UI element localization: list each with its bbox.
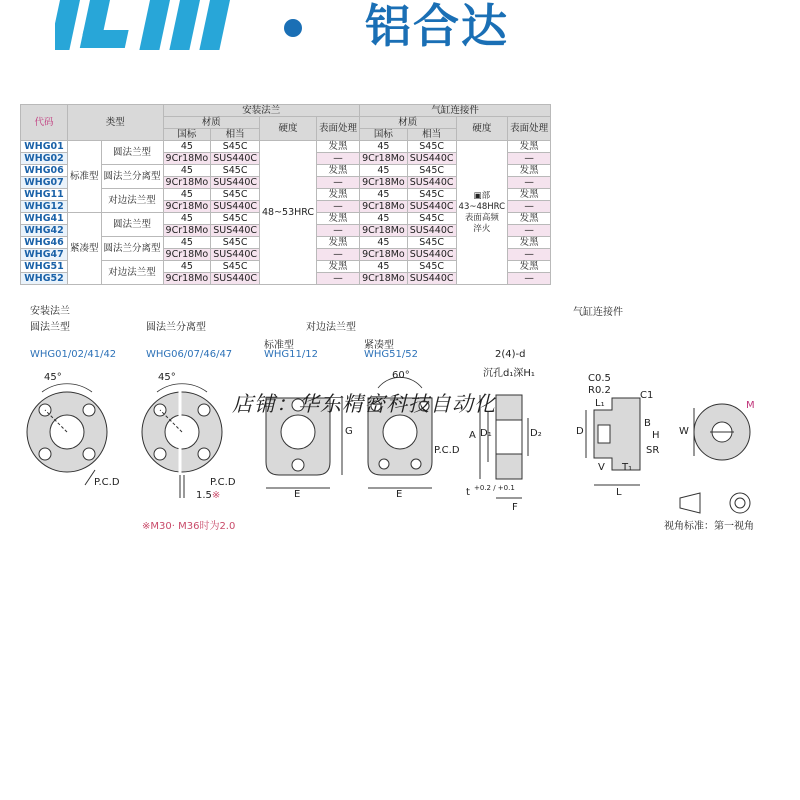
surface-cell: 发黑 xyxy=(317,261,360,273)
header-hardness: 硬度 xyxy=(260,117,317,141)
dim-v: V xyxy=(598,462,605,473)
cyl-material-gb-cell: 45 xyxy=(360,141,408,153)
note-m30: ※M30· M36时为2.0 xyxy=(142,521,236,532)
code-cell: WHG01 xyxy=(21,141,68,153)
brand-name: 铝合达 xyxy=(365,0,509,53)
surface-cell: — xyxy=(317,273,360,285)
cyl-material-gb-cell: 45 xyxy=(360,237,408,249)
code-cell: WHG11 xyxy=(21,189,68,201)
pcd-split: P.C.D xyxy=(210,477,236,488)
cyl-surface-cell: — xyxy=(508,249,551,261)
dim-1-5: 1.5※ xyxy=(196,490,221,501)
cyl-material-gb-cell: 9Cr18Mo xyxy=(360,177,408,189)
type-standard-cell: 标准型 xyxy=(68,141,102,213)
codes-split: WHG06/07/46/47 xyxy=(146,349,233,360)
side-title: 对边法兰型 xyxy=(306,322,356,333)
chamfer-c05: C0.5 xyxy=(588,373,611,384)
code-cell: WHG02 xyxy=(21,153,68,165)
header-equivalent: 相当 xyxy=(407,129,456,141)
cyl-material-eq-cell: S45C xyxy=(407,189,456,201)
dim-b: B xyxy=(644,418,651,429)
cyl-material-gb-cell: 9Cr18Mo xyxy=(360,273,408,285)
pcd-side: P.C.D xyxy=(434,445,460,456)
header-hardness: 硬度 xyxy=(456,117,508,141)
angle-45-split: 45° xyxy=(158,372,176,383)
codes-round: WHG01/02/41/42 xyxy=(30,349,117,360)
watermark: 店铺：华东精密科技自动化 xyxy=(232,392,496,416)
material-gb-cell: 45 xyxy=(163,141,211,153)
material-gb-cell: 45 xyxy=(163,261,211,273)
material-eq-cell: SUS440C xyxy=(211,225,260,237)
material-eq-cell: S45C xyxy=(211,213,260,225)
cyl-material-eq-cell: S45C xyxy=(407,213,456,225)
cyl-material-eq-cell: SUS440C xyxy=(407,153,456,165)
cyl-material-gb-cell: 9Cr18Mo xyxy=(360,153,408,165)
cyl-hardness-line: 43~48HRC xyxy=(458,201,506,212)
cyl-surface-cell: 发黑 xyxy=(508,213,551,225)
cyl-material-gb-cell: 45 xyxy=(360,261,408,273)
cylinder-connector-end-drawing xyxy=(694,404,750,460)
header-material: 材质 xyxy=(163,117,259,129)
cyl-hardness-line: ▣部 xyxy=(473,190,491,201)
material-eq-cell: S45C xyxy=(211,189,260,201)
surface-cell: — xyxy=(317,153,360,165)
cyl-surface-cell: — xyxy=(508,273,551,285)
cyl-material-gb-cell: 9Cr18Mo xyxy=(360,249,408,261)
material-gb-cell: 9Cr18Mo xyxy=(163,177,211,189)
material-eq-cell: S45C xyxy=(211,165,260,177)
cyl-material-gb-cell: 9Cr18Mo xyxy=(360,201,408,213)
header-code: 代码 xyxy=(21,105,68,141)
dim-d2: D₂ xyxy=(530,428,542,439)
material-eq-cell: S45C xyxy=(211,141,260,153)
cyl-surface-cell: — xyxy=(508,201,551,213)
material-gb-cell: 9Cr18Mo xyxy=(163,273,211,285)
header-surface: 表面处理 xyxy=(508,117,551,141)
split-title: 圆法兰分离型 xyxy=(146,322,206,333)
std-title: 标准型 xyxy=(264,340,294,351)
material-gb-cell: 9Cr18Mo xyxy=(163,249,211,261)
code-cell: WHG07 xyxy=(21,177,68,189)
material-gb-cell: 45 xyxy=(163,189,211,201)
cyl-material-gb-cell: 45 xyxy=(360,189,408,201)
type-compact-cell: 紧凑型 xyxy=(68,213,102,285)
dim-d: D xyxy=(576,426,584,437)
mount-title: 安装法兰 xyxy=(30,306,70,317)
cyl-surface-cell: 发黑 xyxy=(508,189,551,201)
header-surface: 表面处理 xyxy=(317,117,360,141)
cyl-material-gb-cell: 45 xyxy=(360,213,408,225)
header-gb: 国标 xyxy=(360,129,408,141)
surface-cell: — xyxy=(317,177,360,189)
dim-h: H xyxy=(652,430,660,441)
header-mount: 安装法兰 xyxy=(163,105,360,117)
cyl-material-gb-cell: 9Cr18Mo xyxy=(360,225,408,237)
material-gb-cell: 9Cr18Mo xyxy=(163,225,211,237)
header-material: 材质 xyxy=(360,117,456,129)
surface-cell: 发黑 xyxy=(317,237,360,249)
subtype-cell: 圆法兰型 xyxy=(101,141,163,165)
surface-cell: — xyxy=(317,249,360,261)
material-gb-cell: 9Cr18Mo xyxy=(163,201,211,213)
surface-cell: — xyxy=(317,201,360,213)
cyl-material-eq-cell: SUS440C xyxy=(407,273,456,285)
dim-w: W xyxy=(679,426,689,437)
pcd-round: P.C.D xyxy=(94,477,120,488)
surface-cell: — xyxy=(317,225,360,237)
view-standard: 视角标准：第一视角 xyxy=(664,521,754,532)
cyl-material-eq-cell: S45C xyxy=(407,141,456,153)
angle-60: 60° xyxy=(392,370,410,381)
material-eq-cell: S45C xyxy=(211,261,260,273)
codes-compact: WHG51/52 xyxy=(364,349,418,360)
cyl-surface-cell: 发黑 xyxy=(508,141,551,153)
codes-std: WHG11/12 xyxy=(264,349,318,360)
mount-hardness-cell: 48~53HRC xyxy=(260,141,317,285)
cyl-material-eq-cell: S45C xyxy=(407,237,456,249)
cyl-surface-cell: — xyxy=(508,153,551,165)
code-cell: WHG46 xyxy=(21,237,68,249)
header-equivalent: 相当 xyxy=(211,129,260,141)
cyl-material-eq-cell: SUS440C xyxy=(407,177,456,189)
material-eq-cell: S45C xyxy=(211,237,260,249)
material-gb-cell: 45 xyxy=(163,213,211,225)
compact-title: 紧凑型 xyxy=(364,340,394,351)
radius-r02: R0.2 xyxy=(588,385,611,396)
dim-g: G xyxy=(345,426,353,437)
dim-l1: L₁ xyxy=(595,398,605,409)
dim-e-std: E xyxy=(294,489,301,500)
material-gb-cell: 45 xyxy=(163,165,211,177)
hole-spec: 2(4)-d xyxy=(495,349,526,360)
cyl-surface-cell: 发黑 xyxy=(508,165,551,177)
cyl-material-gb-cell: 45 xyxy=(360,165,408,177)
code-cell: WHG06 xyxy=(21,165,68,177)
cyl-hardness-line: 表面高频 xyxy=(464,212,499,223)
material-gb-cell: 45 xyxy=(163,237,211,249)
angle-45-round: 45° xyxy=(44,372,62,383)
surface-cell: 发黑 xyxy=(317,189,360,201)
surface-cell: 发黑 xyxy=(317,213,360,225)
surface-cell: 发黑 xyxy=(317,141,360,153)
surface-cell: 发黑 xyxy=(317,165,360,177)
tolerance: +0.2 / +0.1 xyxy=(474,484,515,492)
dim-f: F xyxy=(512,502,518,513)
cyl-material-eq-cell: S45C xyxy=(407,261,456,273)
header-cylinder: 气缸连接件 xyxy=(360,105,551,117)
projection-symbol xyxy=(680,493,750,513)
dim-m: M xyxy=(746,400,755,411)
dim-d1: D₁ xyxy=(480,428,492,439)
material-eq-cell: SUS440C xyxy=(211,201,260,213)
cyl-material-eq-cell: SUS440C xyxy=(407,225,456,237)
dim-t1: T₁ xyxy=(622,462,633,473)
cyl-surface-cell: — xyxy=(508,177,551,189)
cyl-surface-cell: — xyxy=(508,225,551,237)
code-cell: WHG47 xyxy=(21,249,68,261)
dim-l: L xyxy=(616,487,622,498)
subtype-cell: 圆法兰分离型 xyxy=(101,165,163,189)
cyl-material-eq-cell: SUS440C xyxy=(407,201,456,213)
code-cell: WHG41 xyxy=(21,213,68,225)
cyl-hardness-line: 淬火 xyxy=(473,223,491,234)
cyl-surface-cell: 发黑 xyxy=(508,261,551,273)
header-type: 类型 xyxy=(68,105,164,141)
round-flange-drawing xyxy=(27,384,107,485)
dim-sr: SR xyxy=(646,445,660,456)
material-eq-cell: SUS440C xyxy=(211,249,260,261)
dim-t: t xyxy=(466,487,470,498)
material-eq-cell: SUS440C xyxy=(211,153,260,165)
code-cell: WHG12 xyxy=(21,201,68,213)
cyl-material-eq-cell: S45C xyxy=(407,165,456,177)
round-title: 圆法兰型 xyxy=(30,322,70,333)
chamfer-c1: C1 xyxy=(640,390,654,401)
material-eq-cell: SUS440C xyxy=(211,177,260,189)
code-cell: WHG52 xyxy=(21,273,68,285)
code-cell: WHG42 xyxy=(21,225,68,237)
subtype-cell: 对边法兰型 xyxy=(101,189,163,213)
cylinder-title: 气缸连接件 xyxy=(573,307,623,318)
code-cell: WHG51 xyxy=(21,261,68,273)
cyl-surface-cell: 发黑 xyxy=(508,237,551,249)
material-gb-cell: 9Cr18Mo xyxy=(163,153,211,165)
subtype-cell: 圆法兰分离型 xyxy=(101,237,163,261)
material-eq-cell: SUS440C xyxy=(211,273,260,285)
cyl-material-eq-cell: SUS440C xyxy=(407,249,456,261)
header-gb: 国标 xyxy=(163,129,211,141)
subtype-cell: 对边法兰型 xyxy=(101,261,163,285)
counterbore-spec: 沉孔d₁深H₁ xyxy=(483,368,535,379)
dim-e-compact: E xyxy=(396,489,403,500)
subtype-cell: 圆法兰型 xyxy=(101,213,163,237)
dim-a: A xyxy=(469,430,476,441)
